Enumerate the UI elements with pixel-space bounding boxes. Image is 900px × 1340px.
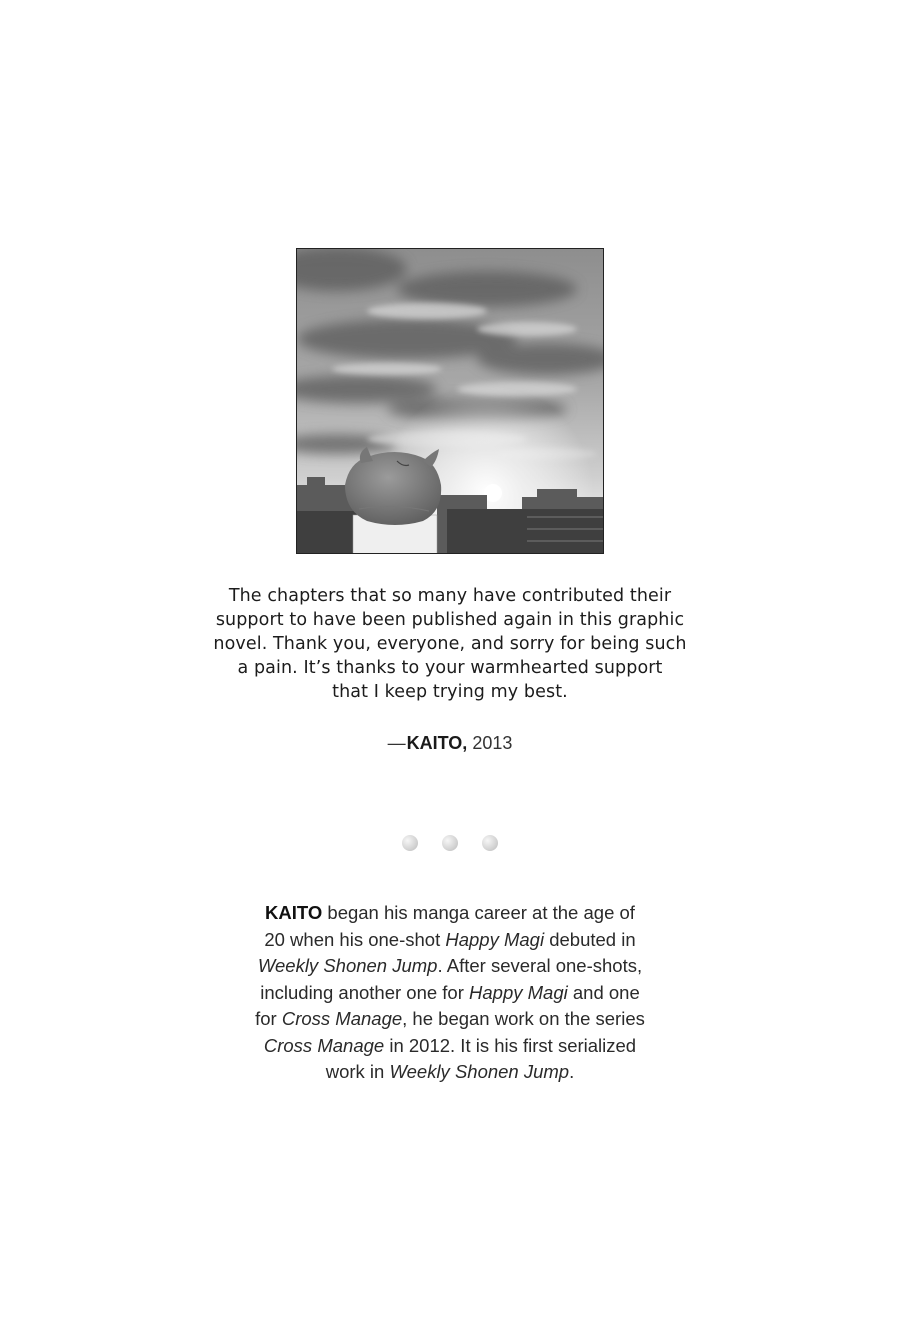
bio-line (150, 1033, 750, 1060)
bio-text: . (569, 1061, 575, 1082)
message-line: that I keep trying my best. (332, 682, 568, 702)
bio-text: , he began work on the series (402, 1008, 645, 1029)
message-line: support to have been published again in this graphic (215, 610, 685, 630)
divider-dot (482, 835, 498, 851)
bio-text: began his manga career at the age of (322, 902, 635, 923)
bio-author-name: KAITO (265, 902, 323, 923)
bio-text: for (255, 1008, 282, 1029)
bio-text: debuted in (544, 928, 636, 950)
bio-line (150, 980, 750, 1007)
bio-text: work in (325, 1061, 390, 1082)
bio-title: Weekly Shonen Jump (389, 1061, 570, 1082)
message-line: novel. Thank you, everyone, and sorry for being such (213, 634, 687, 654)
bio-title: Cross Manage (263, 1034, 385, 1056)
signature (150, 733, 750, 754)
bio-title: Weekly Shonen Jump (257, 955, 438, 976)
signature-dash: — (387, 733, 406, 753)
bio-text: 20 when his one-shot (264, 928, 446, 950)
sunset-sky-photo (297, 249, 603, 553)
bio-text: . After several one-shots, (437, 955, 643, 976)
author-photo (296, 248, 604, 554)
bio-title: Happy Magi (469, 981, 568, 1003)
message-line: a pain. It’s thanks to your warmhearted support (237, 658, 663, 678)
message-line: The chapters that so many have contributed their (228, 586, 672, 606)
divider-dot (442, 835, 458, 851)
divider-dot (402, 835, 418, 851)
author-message (150, 584, 750, 704)
bio-text: in 2012. It is his first serialized (384, 1034, 637, 1056)
bio-line (150, 927, 750, 954)
signature-year: 2013 (472, 733, 513, 753)
signature-author: KAITO, (406, 733, 468, 753)
bio-text: including another one for (260, 981, 470, 1003)
bio-line (150, 953, 750, 980)
bio-title: Cross Manage (281, 1008, 403, 1029)
bio-title: Happy Magi (445, 928, 545, 950)
author-bio (150, 900, 750, 1086)
section-divider (0, 835, 900, 851)
bio-line (150, 1059, 750, 1086)
mascot-character (345, 447, 441, 553)
bio-line (150, 900, 750, 927)
bio-line (150, 1006, 750, 1033)
bio-text: and one (567, 981, 640, 1003)
